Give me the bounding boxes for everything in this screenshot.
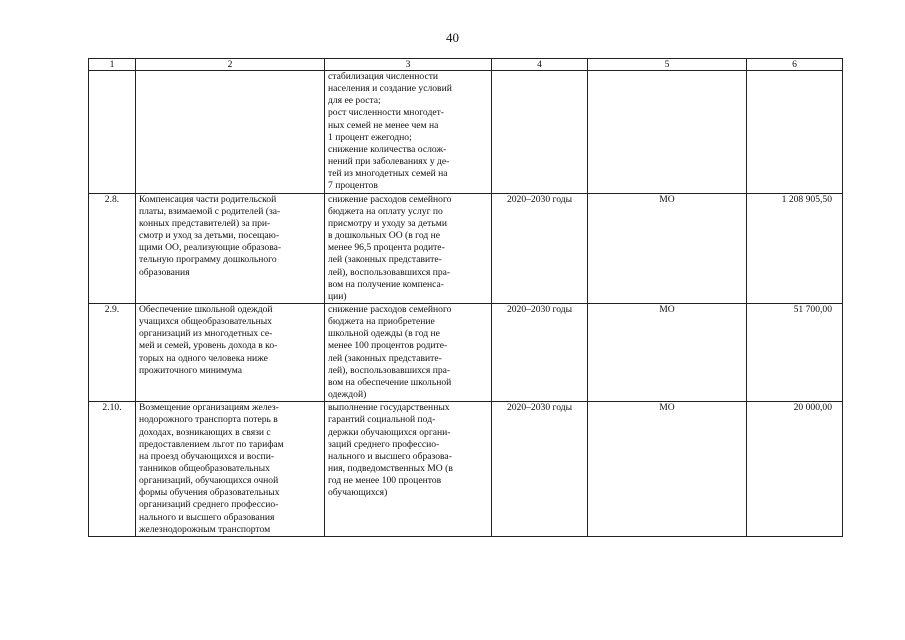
row-number-cell (89, 71, 136, 194)
period-cell: 2020–2030 годы (492, 193, 588, 303)
result-cell-line: снижение количества ослож- (328, 143, 447, 155)
measure-cell-line: организаций среднего профессио- (139, 499, 279, 511)
measure-cell-line: прожиточного минимума (139, 364, 242, 376)
table-row (89, 402, 843, 537)
result-cell-line: одеждой) (328, 389, 367, 401)
column-number: 4 (492, 59, 588, 71)
row-number-cell: 2.10. (89, 402, 136, 537)
result-cell-line: ции) (328, 290, 347, 302)
result-cell-line: вом на обеспечение школьной (328, 376, 452, 388)
page-number: 40 (446, 30, 459, 45)
executor-cell: МО (588, 303, 747, 401)
measure-cell-line: доходах, возникающих в связи с (139, 426, 271, 438)
measure-cell-line: учащихся общеобразовательных (139, 316, 272, 328)
executor-cell: МО (588, 193, 747, 303)
measure-cell-line: Возмещение организациям желез- (139, 402, 279, 414)
measure-cell-line: мей и семей, уровень дохода в ко- (139, 340, 278, 352)
measure-cell-line: платы, взимаемой с родителей (за- (139, 205, 281, 217)
result-cell (325, 193, 492, 303)
result-cell-line: обучающихся) (328, 487, 388, 499)
period-cell: 2020–2030 годы (492, 402, 588, 537)
result-cell-line: тей из многодетных семей на (328, 168, 448, 180)
result-cell-line: в дошкольных ОО (в год не (328, 230, 441, 242)
measure-cell-line: нального и высшего образования (139, 511, 275, 523)
measure-cell-line: образования (139, 266, 190, 278)
measure-cell-line: смотр и уход за детьми, посещаю- (139, 230, 280, 242)
result-cell-line: лей), воспользовавшихся пра- (328, 364, 451, 376)
measure-cell-line: торых на одного человека ниже (139, 352, 268, 364)
measure-cell-line: организаций, обучающихся очной (139, 475, 279, 487)
program-measures-table (88, 58, 843, 537)
table-row (89, 193, 843, 303)
column-number: 6 (747, 59, 843, 71)
result-cell-line: вом на получение компенса- (328, 278, 444, 290)
column-number-row (89, 59, 843, 71)
amount-cell: 51 700,00 (747, 303, 843, 401)
executor-cell (588, 71, 747, 194)
amount-cell (747, 71, 843, 194)
result-cell-line: лей), воспользовавшихся пра- (328, 266, 451, 278)
measure-cell-line: на проезд обучающихся и воспи- (139, 450, 275, 462)
result-cell-line: лей (законных представите- (328, 352, 442, 364)
row-number-cell: 2.9. (89, 303, 136, 401)
period-cell: 2020–2030 годы (492, 303, 588, 401)
table-row (89, 303, 843, 401)
amount-cell: 20 000,00 (747, 402, 843, 537)
result-cell-line: рост численности многодет- (328, 107, 444, 119)
result-cell-line: присмотру и уходу за детьми (328, 217, 447, 229)
measure-cell-line: нодорожного транспорта потерь в (139, 414, 278, 426)
measure-cell (136, 193, 325, 303)
measure-cell-line: формы обучения образовательных (139, 487, 280, 499)
result-cell-line: ных семей не менее чем на (328, 119, 439, 131)
result-cell-line: выполнение государственных (328, 402, 450, 414)
result-cell-line: заций среднего профессио- (328, 438, 440, 450)
measure-cell-line: железнодорожным транспортом (139, 523, 271, 535)
column-number: 1 (89, 59, 136, 71)
column-number: 2 (136, 59, 325, 71)
measure-cell (136, 402, 325, 537)
measure-cell-line: танников общеобразовательных (139, 463, 270, 474)
row-number-cell: 2.8. (89, 193, 136, 303)
measure-cell-line: Компенсация части родительской (139, 193, 277, 205)
result-cell-line: снижение расходов семейного (328, 303, 452, 315)
result-cell-line: гарантий социальной под- (328, 414, 436, 426)
amount-cell: 1 208 905,50 (747, 193, 843, 303)
measure-cell-line: щими ОО, реализующие образова- (139, 242, 282, 254)
result-cell-line: стабилизация численности (328, 71, 439, 82)
result-cell-line: бюджета на оплату услуг по (328, 205, 443, 217)
measure-cell-line: конных представителей) за при- (139, 217, 271, 229)
result-cell (325, 402, 492, 537)
measure-cell-line: организаций из многодетных се- (139, 328, 273, 340)
result-cell-line: 1 процент ежегодно; (328, 131, 412, 143)
measure-cell-line: тельную программу дошкольного (139, 254, 277, 266)
result-cell-line: населения и создание условий (328, 83, 452, 95)
result-cell-line: менее 96,5 процента родите- (328, 242, 445, 254)
result-cell-line: 7 процентов (328, 180, 378, 192)
measure-cell-line: Обеспечение школьной одеждой (139, 303, 273, 315)
result-cell-line: ния, подведомственных МО (в (328, 463, 453, 474)
result-cell-line: лей (законных представите- (328, 254, 442, 266)
result-cell (325, 71, 492, 194)
column-number: 3 (325, 59, 492, 71)
result-cell-line: снижение расходов семейного (328, 193, 452, 205)
result-cell (325, 303, 492, 401)
result-cell-line: менее 100 процентов родите- (328, 340, 448, 352)
measure-cell (136, 71, 325, 194)
result-cell-line: для ее роста; (328, 95, 381, 107)
result-cell-line: год не менее 100 процентов (328, 475, 442, 487)
result-cell-line: нального и высшего образова- (328, 450, 452, 462)
result-cell-line: держки обучающихся органи- (328, 426, 451, 438)
period-cell (492, 71, 588, 194)
measure-cell-line: предоставлением льгот по тарифам (139, 438, 284, 450)
result-cell-line: школьной одежды (в год не (328, 328, 440, 340)
result-cell-line: нений при заболеваниях у де- (328, 156, 450, 168)
result-cell-line: бюджета на приобретение (328, 316, 435, 328)
column-number: 5 (588, 59, 747, 71)
measure-cell (136, 303, 325, 401)
executor-cell: МО (588, 402, 747, 537)
table-row (89, 71, 843, 194)
